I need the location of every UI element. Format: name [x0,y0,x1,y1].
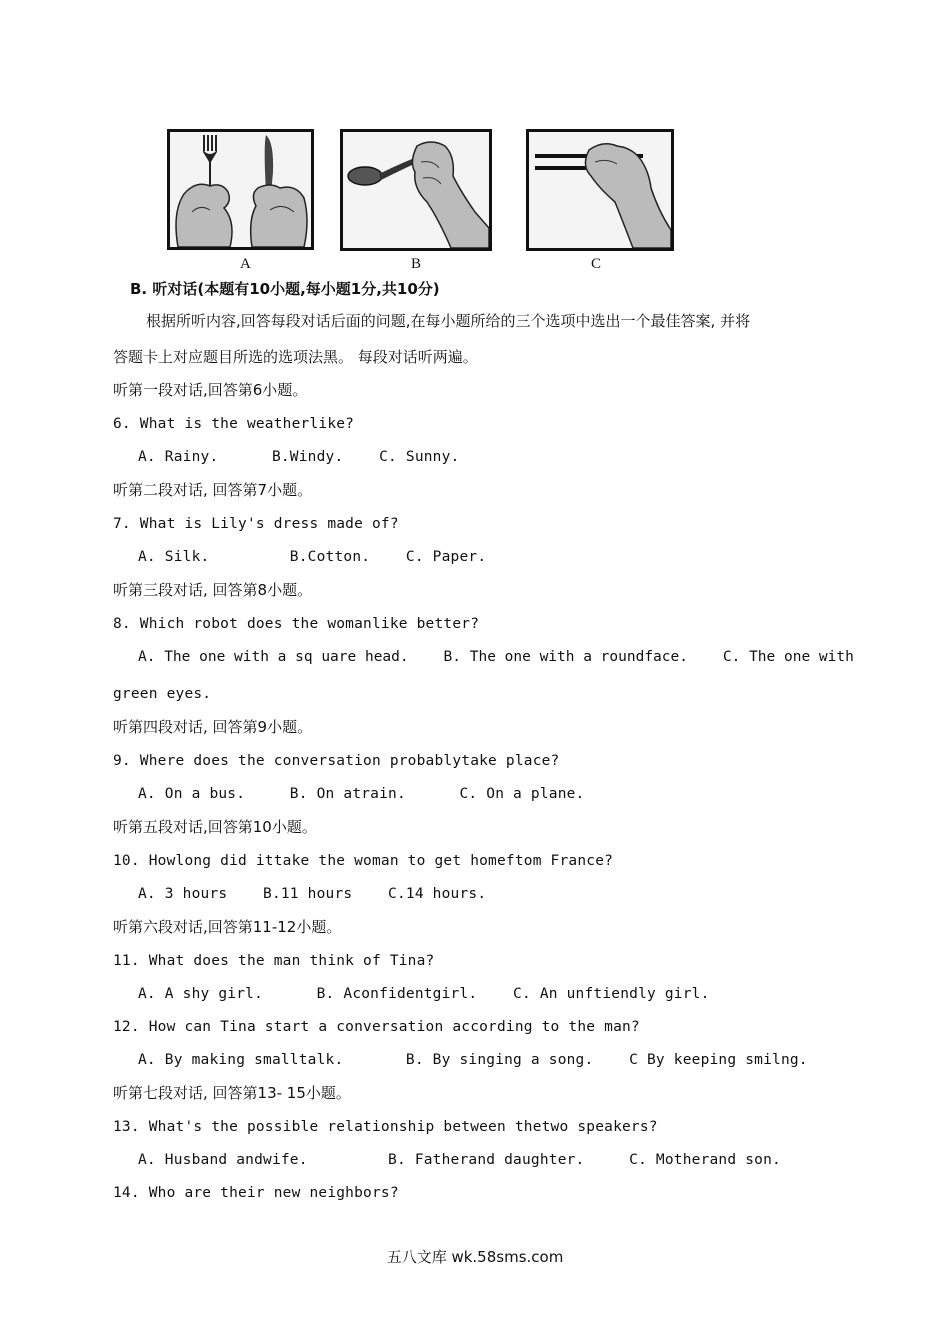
dialogue-5-header: 听第五段对话,回答第10小题。 [113,818,317,836]
footer-watermark: 五八文库 wk.58sms.com [386,1248,564,1266]
question-13-options: A. Husband andwife. B. Fatherand daughter. C. Motherand son. [138,1152,781,1168]
question-11-options: A. A shy girl. B. Aconfidentgirl. C. An unftiendly girl. [138,986,710,1002]
question-11: 11. What does the man think of Tina? [113,953,435,969]
question-13: 13. What's the possible relationship between thetwo speakers? [113,1119,658,1135]
question-7: 7. What is Lily's dress made of? [113,516,399,532]
question-12-options: A. By making smalltalk. B. By singing a song. C By keeping smilng. [138,1052,808,1068]
question-10-options: A. 3 hours B.11 hours C.14 hours. [138,886,487,902]
question-8: 8. Which robot does the womanlike better? [113,616,480,632]
question-8-options-cont: green eyes. [113,686,212,702]
picture-b-caption: B [411,256,422,272]
dialogue-2-header: 听第二段对话, 回答第7小题。 [113,481,313,499]
question-7-options: A. Silk. B.Cotton. C. Paper. [138,549,487,565]
dialogue-3-header: 听第三段对话, 回答第8小题。 [113,581,313,599]
question-10: 10. Howlong did ittake the woman to get homeftom France? [113,853,614,869]
picture-a-caption: A [240,256,251,272]
question-12: 12. How can Tina start a conversation according to the man? [113,1019,640,1035]
question-8-options: A. The one with a sq uare head. B. The one with a roundface. C. The one with [138,649,854,665]
dialogue-1-header: 听第一段对话,回答第6小题。 [113,381,308,399]
dialogue-6-header: 听第六段对话,回答第11-12小题。 [113,918,342,936]
chopsticks-icon [529,132,671,248]
section-b-heading: B. 听对话(本题有10小题,每小题1分,共10分) [130,280,440,298]
fork-and-knife-icon [170,132,311,247]
instruction-line-1: 根据所听内容,回答每段对话后面的问题,在每小题所给的三个选项中选出一个最佳答案, 并将 [146,312,751,330]
picture-b [340,129,492,251]
picture-a [167,129,314,250]
picture-c [526,129,674,251]
dialogue-4-header: 听第四段对话, 回答第9小题。 [113,718,313,736]
question-9: 9. Where does the conversation probablytake place? [113,753,560,769]
spoon-icon [343,132,489,248]
instruction-line-2: 答题卡上对应题目所选的选项法黑。 每段对话听两遍。 [113,348,478,366]
question-14: 14. Who are their new neighbors? [113,1185,399,1201]
question-6: 6. What is the weatherlike? [113,416,355,432]
picture-c-caption: C [591,256,602,272]
dialogue-7-header: 听第七段对话, 回答第13- 15小题。 [113,1084,351,1102]
question-9-options: A. On a bus. B. On atrain. C. On a plane. [138,786,585,802]
question-6-options: A. Rainy. B.Windy. C. Sunny. [138,449,460,465]
